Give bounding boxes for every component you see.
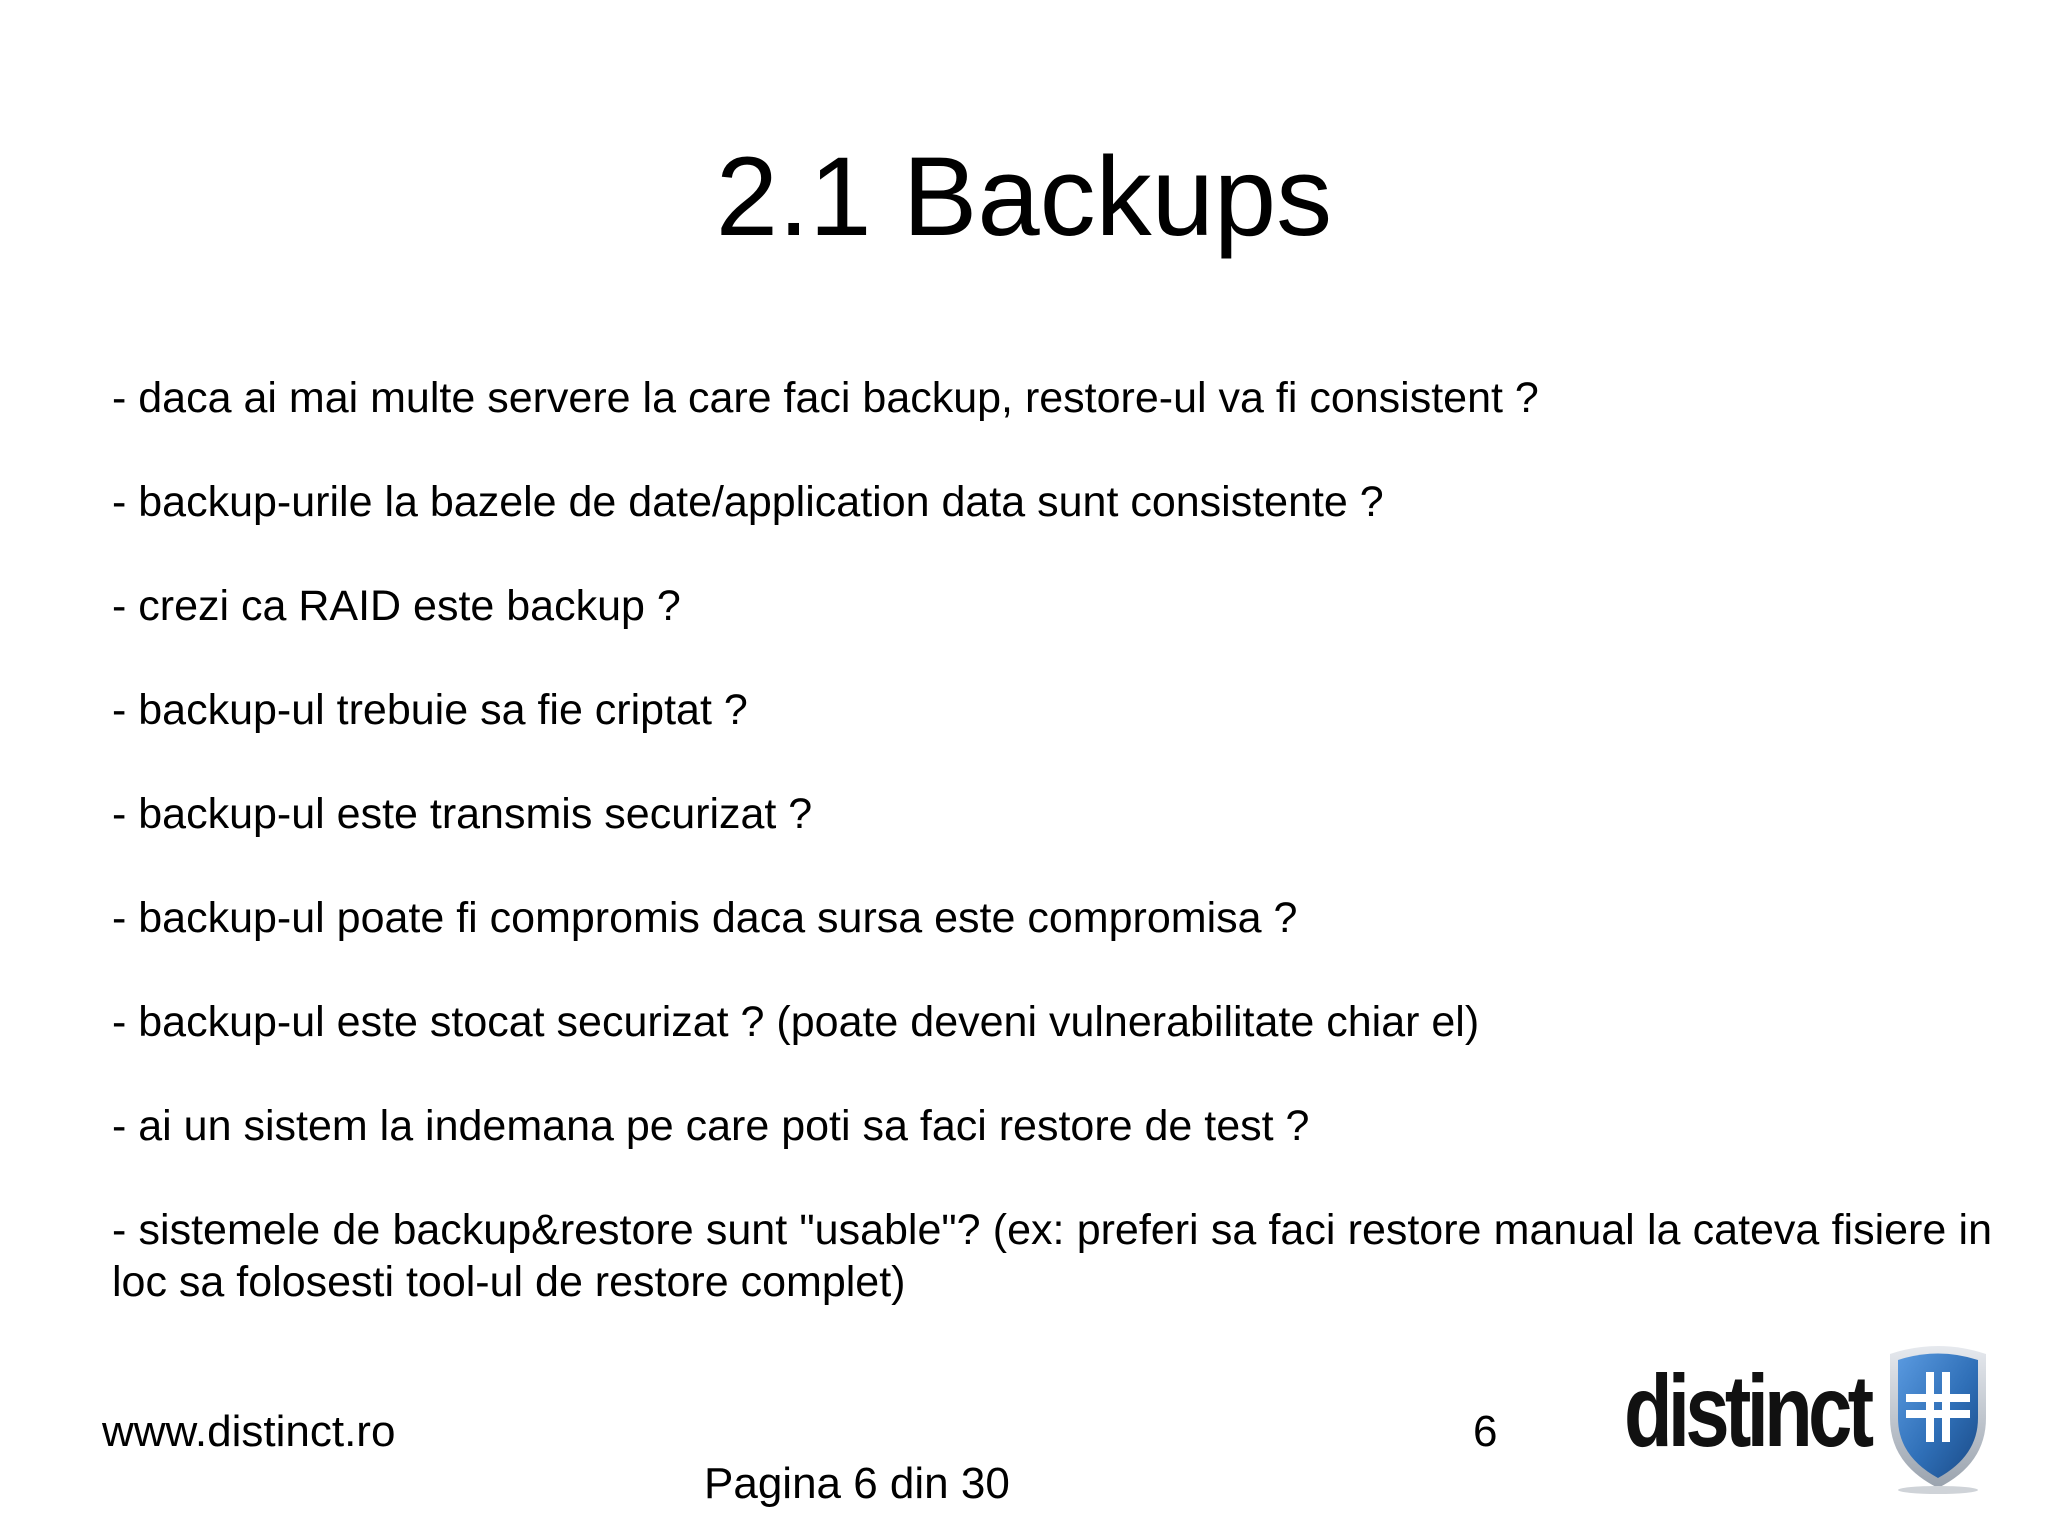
slide-title: 2.1 Backups [715,134,1333,259]
bullet-item: - backup-ul este stocat securizat ? (poate deveni vulnerabilitate chiar el) [112,998,1480,1046]
bullet-item: - crezi ca RAID este backup ? [112,582,681,630]
bullet-item: - backup-urile la bazele de date/application data sunt consistente ? [112,478,1384,526]
bullet-item: - backup-ul este transmis securizat ? [112,790,813,838]
bullet-item: - sistemele de backup&restore sunt "usable"? (ex: preferi sa faci restore manual la cateva fisiere in loc sa folosesti tool-ul de restore complet) [112,1206,1992,1306]
slide-number: 6 [1473,1407,1498,1456]
distinct-logo [1624,1336,1994,1496]
bullet-item: - ai un sistem la indemana pe care poti sa faci restore de test ? [112,1102,1310,1150]
footer-url: www.distinct.ro [102,1407,396,1456]
bullet-item: - daca ai mai multe servere la care faci backup, restore-ul va fi consistent ? [112,374,1539,422]
bullet-list [112,372,1992,1360]
page-indicator: Pagina 6 din 30 [704,1459,1010,1508]
logo-wordmark: distinct [1624,1354,1870,1468]
bullet-item: - backup-ul poate fi compromis daca sursa este compromisa ? [112,894,1298,942]
bullet-item: - backup-ul trebuie sa fie criptat ? [112,686,748,734]
shield-cross-icon [1882,1336,1994,1496]
